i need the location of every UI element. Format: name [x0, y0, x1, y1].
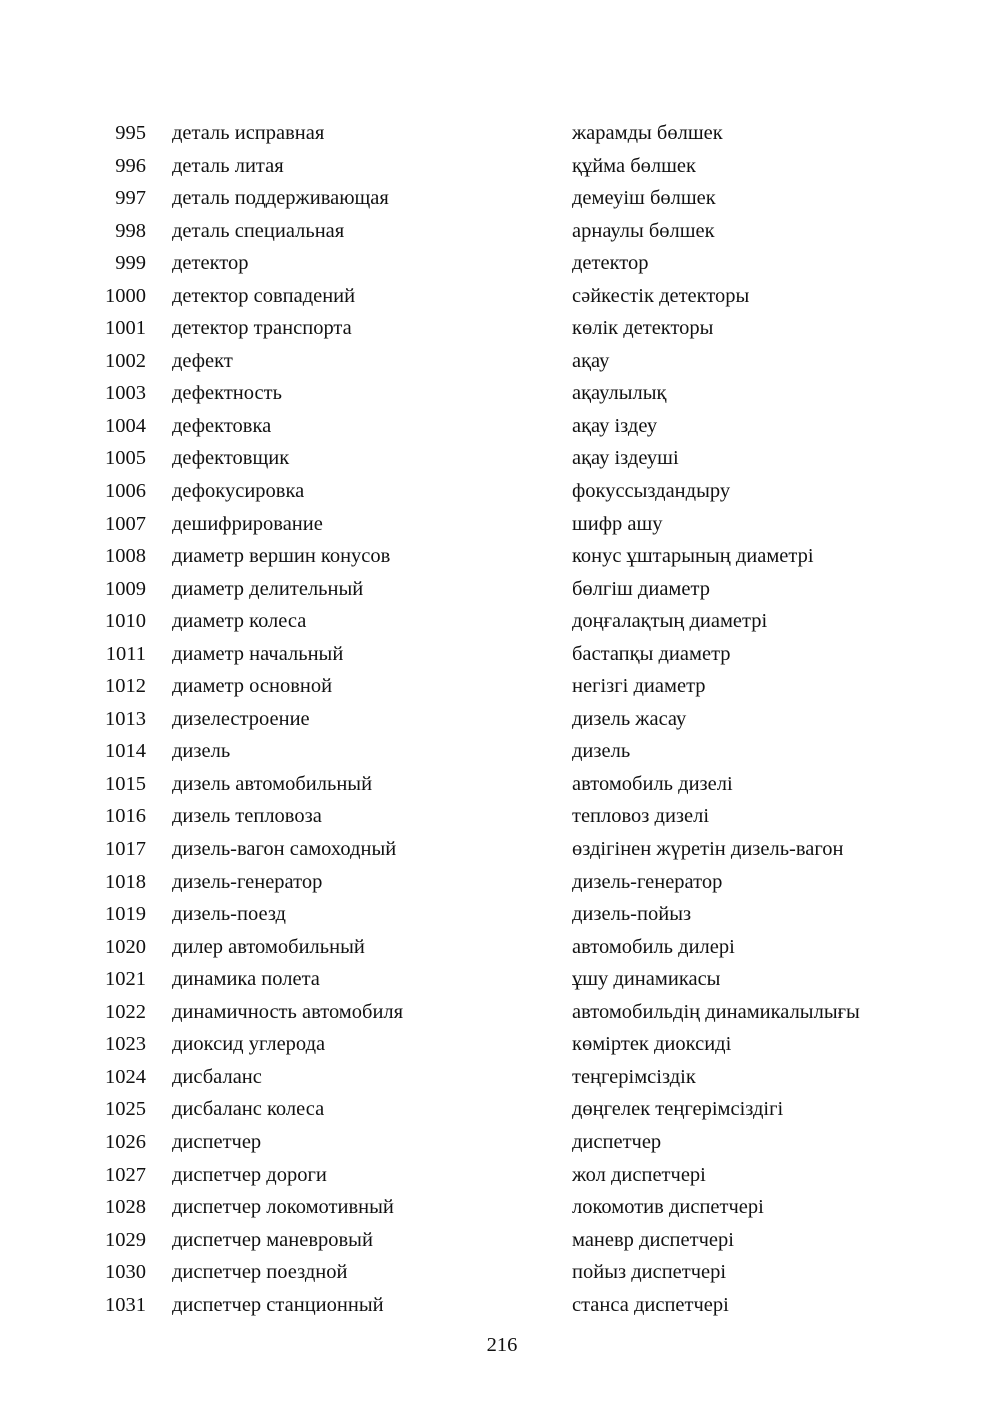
entry-number: 1016: [105, 805, 146, 828]
kazakh-term: автомобиль дилері: [572, 935, 735, 958]
kazakh-term: дөңгелек теңгерімсіздігі: [572, 1098, 784, 1121]
entry-number: 1001: [105, 317, 146, 340]
kazakh-term: локомотив диспетчері: [572, 1196, 764, 1219]
dictionary-entry: [0, 377, 1004, 410]
russian-term: динамика полета: [172, 968, 320, 991]
russian-term: дисбаланс колеса: [172, 1098, 325, 1121]
entry-number: 1013: [105, 707, 146, 730]
dictionary-entry: [0, 1028, 1004, 1061]
entry-number: 1020: [105, 935, 146, 958]
kazakh-term: жарамды бөлшек: [572, 122, 723, 144]
entry-number: 998: [115, 219, 146, 242]
russian-term: деталь литая: [172, 154, 284, 177]
dictionary-entry: [0, 540, 1004, 573]
entry-number: 1026: [105, 1130, 146, 1153]
entry-number: 1017: [105, 838, 146, 861]
kazakh-term: құйма бөлшек: [572, 154, 696, 177]
russian-term: динамичность автомобиля: [172, 1000, 404, 1023]
entry-number: 1018: [105, 870, 146, 893]
dictionary-entry: [0, 247, 1004, 280]
dictionary-entry: [0, 1224, 1004, 1257]
dictionary-entry: [0, 1191, 1004, 1224]
entry-list: [0, 117, 1004, 1321]
kazakh-term: дизель: [572, 740, 631, 763]
dictionary-entry: [0, 1256, 1004, 1289]
entry-number: 1007: [105, 512, 146, 535]
russian-term: дизель: [172, 740, 231, 763]
dictionary-entry: [0, 931, 1004, 964]
kazakh-term: сәйкестік детекторы: [572, 284, 750, 307]
entry-number: 995: [115, 122, 146, 144]
kazakh-term: ақау іздеуші: [572, 447, 679, 470]
kazakh-term: көлік детекторы: [572, 317, 714, 340]
entry-number: 1011: [105, 642, 146, 665]
kazakh-term: доңғалақтың диаметрі: [572, 610, 768, 633]
entry-number: 1029: [105, 1228, 146, 1251]
russian-term: детектор транспорта: [172, 317, 352, 340]
kazakh-term: конус ұштарының диаметрі: [572, 545, 814, 568]
russian-term: диаметр начальный: [172, 642, 344, 665]
entry-number: 999: [115, 252, 146, 275]
russian-term: диспетчер: [172, 1130, 262, 1153]
kazakh-term: автомобиль дизелі: [572, 772, 733, 795]
entry-number: 1021: [105, 968, 146, 991]
kazakh-term: көміртек диоксиді: [572, 1033, 732, 1056]
dictionary-entry: [0, 475, 1004, 508]
russian-term: дилер автомобильный: [172, 935, 365, 958]
dictionary-entry: [0, 410, 1004, 443]
entry-number: 1022: [105, 1000, 146, 1023]
kazakh-term: шифр ашу: [572, 512, 663, 535]
dictionary-entry: [0, 442, 1004, 475]
kazakh-term: ақау: [572, 349, 610, 372]
kazakh-term: өздігінен жүретін дизель-вагон: [572, 838, 844, 861]
russian-term: диаметр основной: [172, 675, 333, 698]
dictionary-entry: [0, 996, 1004, 1029]
page-number: 216: [486, 1334, 518, 1356]
entry-number: 1003: [105, 382, 146, 405]
dictionary-entry: [0, 150, 1004, 183]
russian-term: диаметр делительный: [172, 577, 364, 600]
dictionary-entry: [0, 670, 1004, 703]
russian-term: дизель-вагон самоходный: [172, 838, 397, 861]
dictionary-entry: [0, 866, 1004, 899]
dictionary-entry: [0, 768, 1004, 801]
dictionary-entry: [0, 573, 1004, 606]
russian-term: дефект: [172, 349, 233, 372]
russian-term: дефектовка: [172, 414, 272, 437]
russian-term: дефектовщик: [172, 447, 290, 470]
entry-number: 1010: [105, 610, 146, 633]
dictionary-entry: [0, 215, 1004, 248]
russian-term: диаметр вершин конусов: [172, 545, 391, 568]
kazakh-term: ақау іздеу: [572, 414, 658, 437]
dictionary-entry: [0, 1159, 1004, 1192]
kazakh-term: бастапқы диаметр: [572, 642, 731, 665]
kazakh-term: дизель жасау: [572, 707, 687, 730]
dictionary-entry: [0, 963, 1004, 996]
kazakh-term: жол диспетчері: [572, 1163, 706, 1186]
dictionary-entry: [0, 182, 1004, 215]
entry-number: 1002: [105, 349, 146, 372]
entry-number: 1024: [105, 1065, 146, 1088]
entry-number: 1012: [105, 675, 146, 698]
kazakh-term: детектор: [572, 252, 649, 275]
entry-number: 1019: [105, 903, 146, 926]
russian-term: дефектность: [172, 382, 282, 405]
dictionary-entry: [0, 1126, 1004, 1159]
russian-term: деталь поддерживающая: [172, 187, 389, 210]
russian-term: деталь исправная: [172, 122, 325, 144]
russian-term: дизель-поезд: [172, 903, 286, 926]
russian-term: детектор: [172, 252, 249, 275]
entry-number: 1015: [105, 772, 146, 795]
dictionary-entry: [0, 345, 1004, 378]
dictionary-entry: [0, 605, 1004, 638]
kazakh-term: ұшу динамикасы: [572, 968, 721, 991]
russian-term: диспетчер дороги: [172, 1163, 327, 1186]
entry-number: 1025: [105, 1098, 146, 1121]
dictionary-entry: [0, 1093, 1004, 1126]
russian-term: дизель автомобильный: [172, 772, 373, 795]
dictionary-entry: [0, 638, 1004, 671]
dictionary-entry: [0, 312, 1004, 345]
entry-number: 997: [115, 187, 146, 210]
entry-number: 1023: [105, 1033, 146, 1056]
entry-number: 1031: [105, 1293, 146, 1316]
dictionary-entry: [0, 833, 1004, 866]
dictionary-entry: [0, 800, 1004, 833]
dictionary-entry: [0, 117, 1004, 150]
kazakh-term: дизель-пойыз: [572, 903, 692, 926]
entry-number: 1030: [105, 1261, 146, 1284]
russian-term: дизель-генератор: [172, 870, 323, 893]
entry-number: 1028: [105, 1196, 146, 1219]
russian-term: диоксид углерода: [172, 1033, 326, 1056]
kazakh-term: пойыз диспетчері: [572, 1261, 727, 1284]
kazakh-term: станса диспетчері: [572, 1293, 729, 1316]
entry-number: 1014: [105, 740, 146, 763]
dictionary-entry: [0, 1289, 1004, 1322]
russian-term: диспетчер станционный: [172, 1293, 384, 1316]
kazakh-term: ақаулылық: [572, 382, 667, 405]
dictionary-entry: [0, 280, 1004, 313]
kazakh-term: автомобильдің динамикалылығы: [572, 1000, 860, 1023]
entry-number: 1005: [105, 447, 146, 470]
entry-number: 1008: [105, 545, 146, 568]
kazakh-term: арнаулы бөлшек: [572, 219, 715, 242]
entry-number: 1006: [105, 480, 146, 503]
kazakh-term: дизель-генератор: [572, 870, 723, 893]
russian-term: диспетчер локомотивный: [172, 1196, 394, 1219]
entry-number: 1004: [105, 414, 146, 437]
entry-number: 1009: [105, 577, 146, 600]
kazakh-term: диспетчер: [572, 1130, 662, 1153]
entry-number: 1000: [105, 284, 146, 307]
kazakh-term: демеуіш бөлшек: [572, 187, 716, 210]
russian-term: дизелестроение: [172, 707, 310, 730]
kazakh-term: тепловоз дизелі: [572, 805, 710, 828]
entry-number: 1027: [105, 1163, 146, 1186]
russian-term: детектор совпадений: [172, 284, 356, 307]
dictionary-entry: [0, 735, 1004, 768]
dictionary-entry: [0, 1061, 1004, 1094]
kazakh-term: фокуссыздандыру: [572, 480, 731, 503]
kazakh-term: негізгі диаметр: [572, 675, 706, 698]
kazakh-term: маневр диспетчері: [572, 1228, 734, 1251]
russian-term: дизель тепловоза: [172, 805, 322, 828]
kazakh-term: теңгерімсіздік: [572, 1065, 696, 1088]
russian-term: диспетчер поездной: [172, 1261, 348, 1284]
russian-term: диаметр колеса: [172, 610, 307, 633]
kazakh-term: бөлгіш диаметр: [572, 577, 710, 600]
russian-term: диспетчер маневровый: [172, 1228, 373, 1251]
dictionary-entry: [0, 898, 1004, 931]
russian-term: дефокусировка: [172, 480, 305, 503]
dictionary-entry: [0, 508, 1004, 541]
dictionary-entry: [0, 703, 1004, 736]
entry-number: 996: [115, 154, 146, 177]
russian-term: деталь специальная: [172, 219, 345, 242]
russian-term: дисбаланс: [172, 1065, 262, 1088]
russian-term: дешифрирование: [172, 512, 323, 535]
